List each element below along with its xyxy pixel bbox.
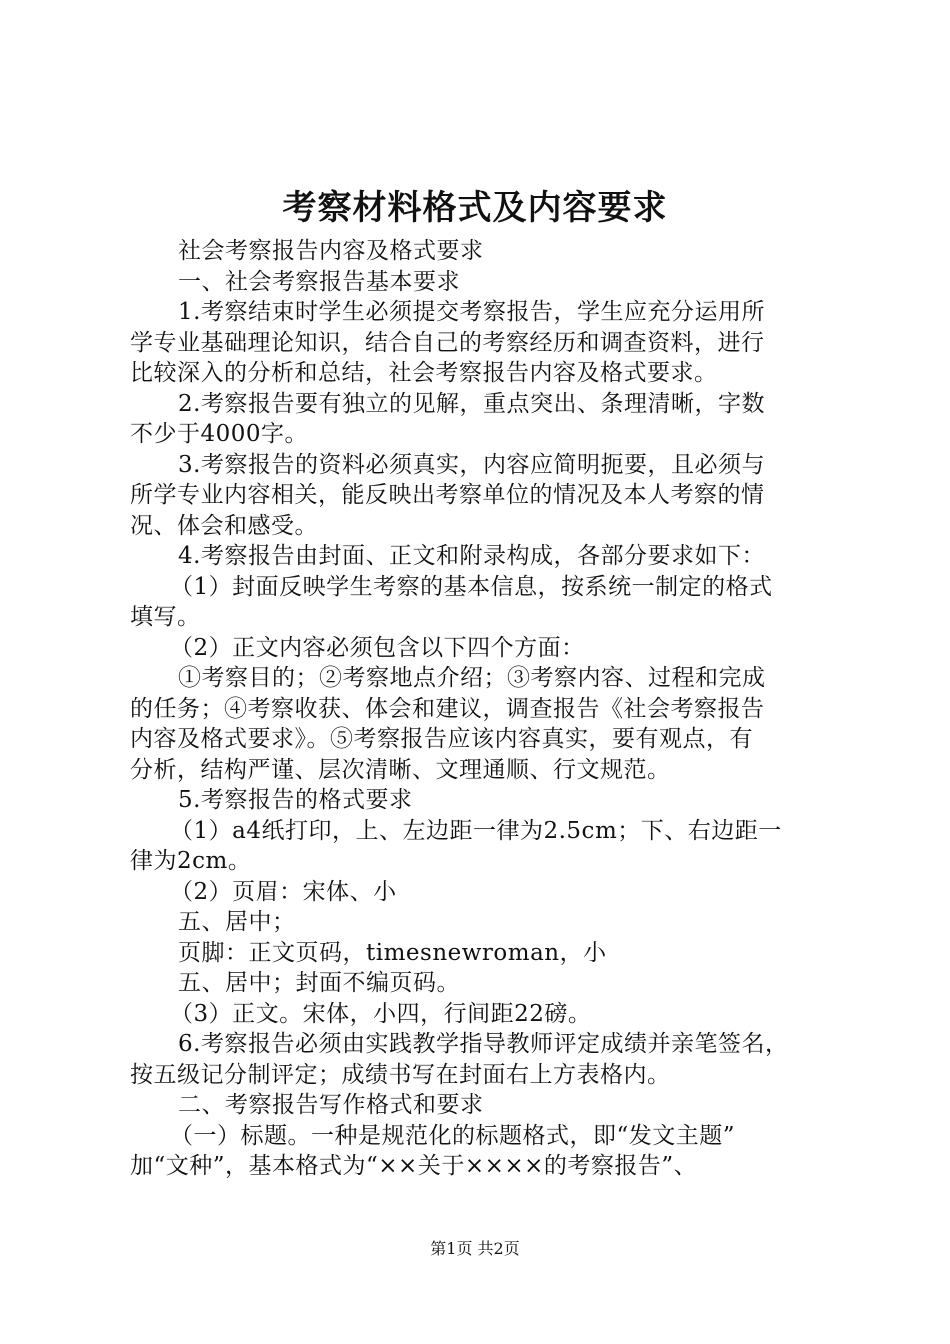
body-line: 一、社会考察报告基本要求 [178, 268, 460, 295]
body-line: 社会考察报告内容及格式要求 [178, 238, 484, 264]
body-line: 5.考察报告的格式要求 [178, 787, 413, 813]
body-line: 3.考察报告的资料必须真实，内容应简明扼要，且必须与 [178, 451, 765, 478]
body-line: 内容及格式要求》。⑤考察报告应该内容真实，要有观点，有 [130, 726, 753, 752]
body-line: （1）封面反映学生考察的基本信息，按系统一制定的格式 [170, 573, 773, 600]
body-line: 不少于4000字。 [130, 421, 309, 447]
body-line: 2.考察报告要有独立的见解，重点突出、条理清晰，字数 [178, 390, 765, 417]
body-line: ①考察目的；②考察地点介绍；③考察内容、过程和完成 [178, 665, 766, 691]
document-body [130, 236, 832, 1182]
body-line: （1）a4纸打印，上、左边距一律为2.5cm；下、右边距一 [170, 817, 782, 844]
body-line: 加“文种”，基本格式为“××关于××××的考察报告”、 [130, 1153, 698, 1179]
document-title: 考察材料格式及内容要求 [282, 188, 668, 228]
body-line: 按五级记分制评定；成绩书写在封面右上方表格内。 [130, 1061, 671, 1088]
body-line: （2）正文内容必须包含以下四个方面： [170, 634, 585, 661]
body-line: （3）正文。宋体，小四，行间距22磅。 [170, 1000, 592, 1027]
body-line: 的任务；④考察收获、体会和建议，调查报告《社会考察报告 [130, 695, 765, 722]
body-line: 律为2cm。 [130, 848, 252, 874]
body-line: 所学专业内容相关，能反映出考察单位的情况及本人考察的情 [130, 482, 765, 508]
page-footer: 第1页 共2页 [430, 1239, 520, 1258]
body-line: （一）标题。一种是规范化的标题格式，即“发文主题” [170, 1122, 736, 1149]
body-line: 分析，结构严谨、层次清晰、文理通顺、行文规范。 [130, 756, 671, 783]
body-line: 页脚：正文页码，timesnewroman，小 [178, 939, 607, 966]
body-line: 学专业基础理论知识，结合自己的考察经历和调查资料，进行 [130, 329, 765, 356]
body-line: 6.考察报告必须由实践教学指导教师评定成绩并亲笔签名， [178, 1031, 789, 1057]
body-line: 二、考察报告写作格式和要求 [178, 1092, 484, 1118]
body-line: 比较深入的分析和总结，社会考察报告内容及格式要求。 [130, 360, 718, 386]
body-line: 4.考察报告由封面、正文和附录构成，各部分要求如下： [178, 543, 765, 569]
body-line: 五、居中；封面不编页码。 [178, 970, 460, 996]
body-line: 1.考察结束时学生必须提交考察报告，学生应充分运用所 [178, 299, 765, 325]
body-line: （2）页眉：宋体、小 [170, 878, 397, 905]
body-line: 填写。 [130, 604, 201, 630]
body-line: 五、居中； [178, 909, 296, 935]
body-line: 况、体会和感受。 [130, 512, 318, 539]
